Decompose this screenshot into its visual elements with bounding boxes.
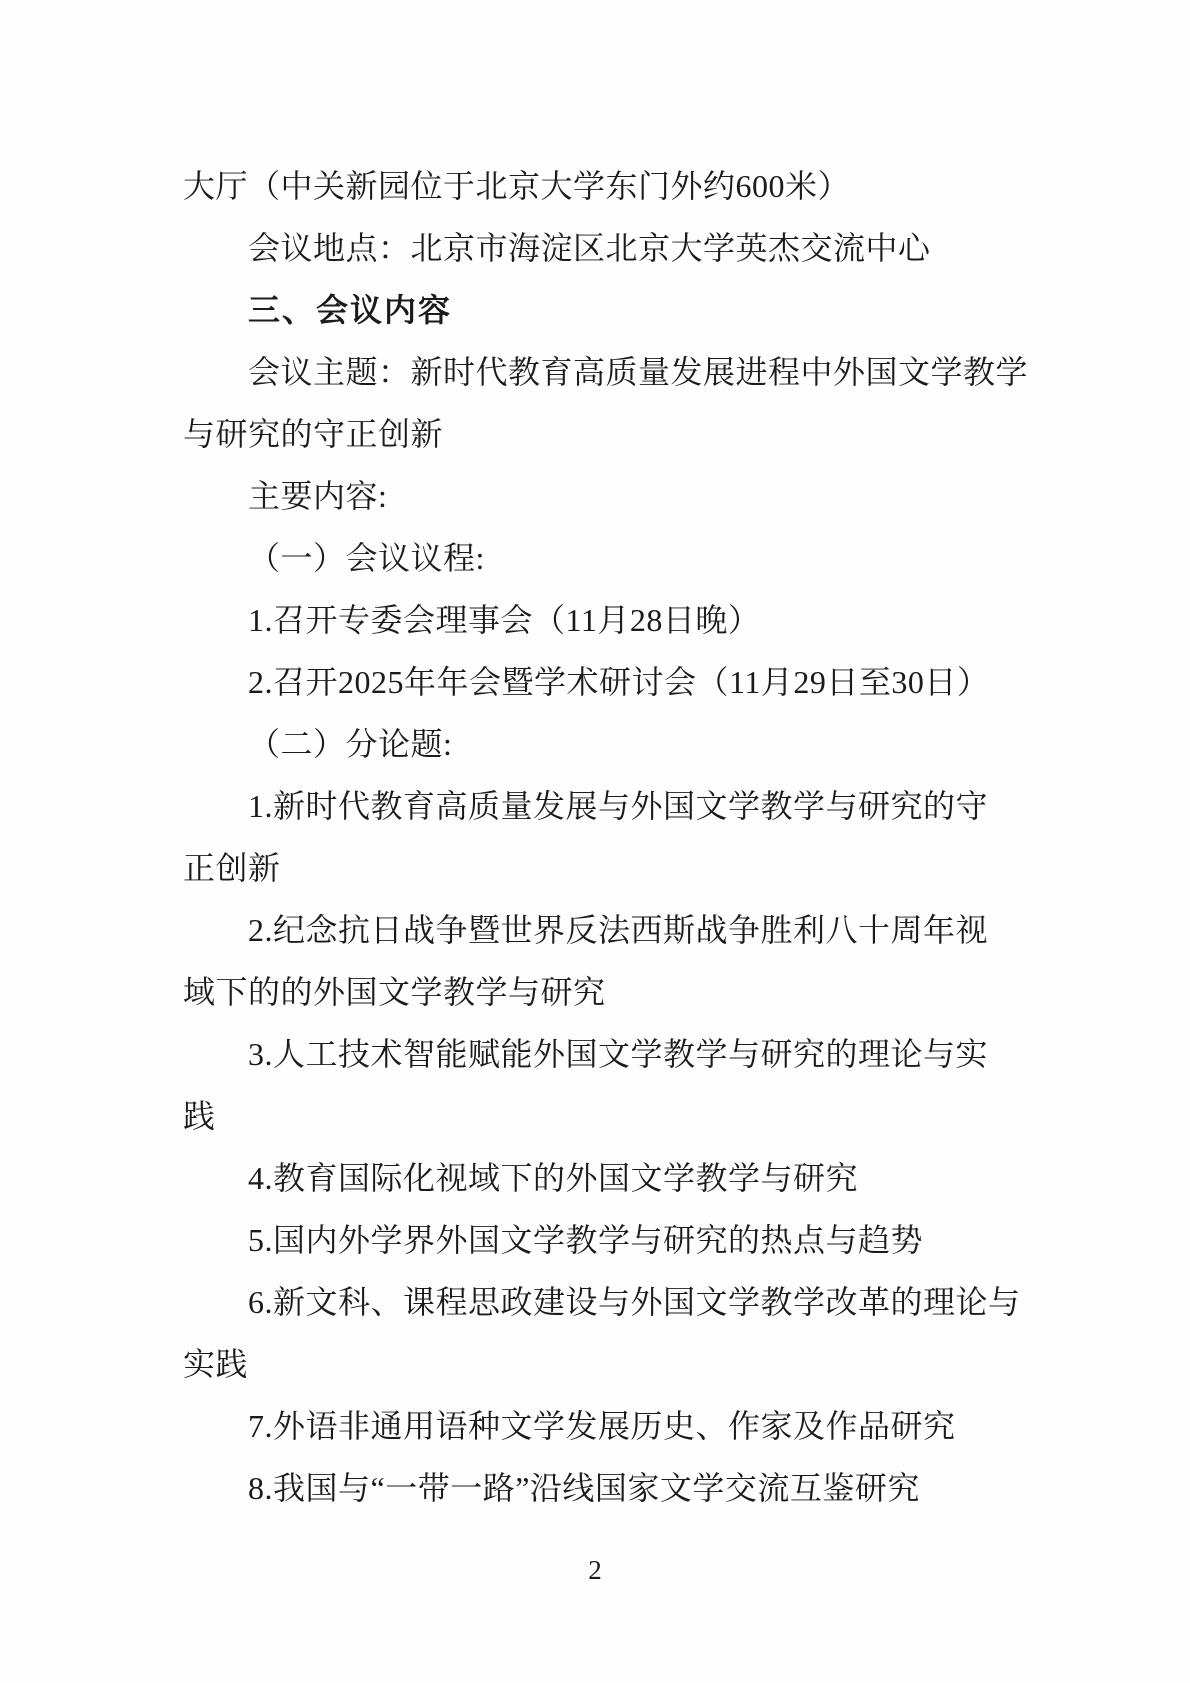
text-line: 1.召开专委会理事会（11月28日晚） <box>248 602 761 638</box>
text-line: 8.我国与“一带一路”沿线国家文学交流互鉴研究 <box>248 1470 920 1506</box>
text-line: 正创新 <box>183 850 281 886</box>
text-line: 会议主题：新时代教育高质量发展进程中外国文学教学 <box>248 354 1029 390</box>
text-line: 会议地点：北京市海淀区北京大学英杰交流中心 <box>248 230 931 266</box>
text-line: 1.新时代教育高质量发展与外国文学教学与研究的守 <box>248 788 989 824</box>
text-line: 2.召开2025年年会暨学术研讨会（11月29日至30日） <box>248 664 990 700</box>
document-body <box>183 153 1029 1517</box>
text-line: 7.外语非通用语种文学发展历史、作家及作品研究 <box>248 1408 956 1444</box>
text-line: 3.人工技术智能赋能外国文学教学与研究的理论与实 <box>248 1036 989 1072</box>
text-line: 5.国内外学界外国文学教学与研究的热点与趋势 <box>248 1222 924 1258</box>
text-line: 主要内容: <box>248 478 388 514</box>
text-line: 域下的的外国文学教学与研究 <box>183 974 606 1010</box>
text-line: 践 <box>183 1098 216 1134</box>
text-line: 实践 <box>183 1346 249 1382</box>
section-heading: 三、会议内容 <box>248 292 453 328</box>
text-line: （二）分论题: <box>248 726 453 762</box>
text-line: 6.新文科、课程思政建设与外国文学教学改革的理论与 <box>248 1284 1021 1320</box>
text-line: 2.纪念抗日战争暨世界反法西斯战争胜利八十周年视 <box>248 912 989 948</box>
text-line: 与研究的守正创新 <box>183 416 444 452</box>
text-line: 4.教育国际化视域下的外国文学教学与研究 <box>248 1160 859 1196</box>
text-line: 大厅（中关新园位于北京大学东门外约600米） <box>183 168 851 204</box>
text-line: （一）会议议程: <box>248 540 485 576</box>
page-number: 2 <box>588 1555 602 1585</box>
